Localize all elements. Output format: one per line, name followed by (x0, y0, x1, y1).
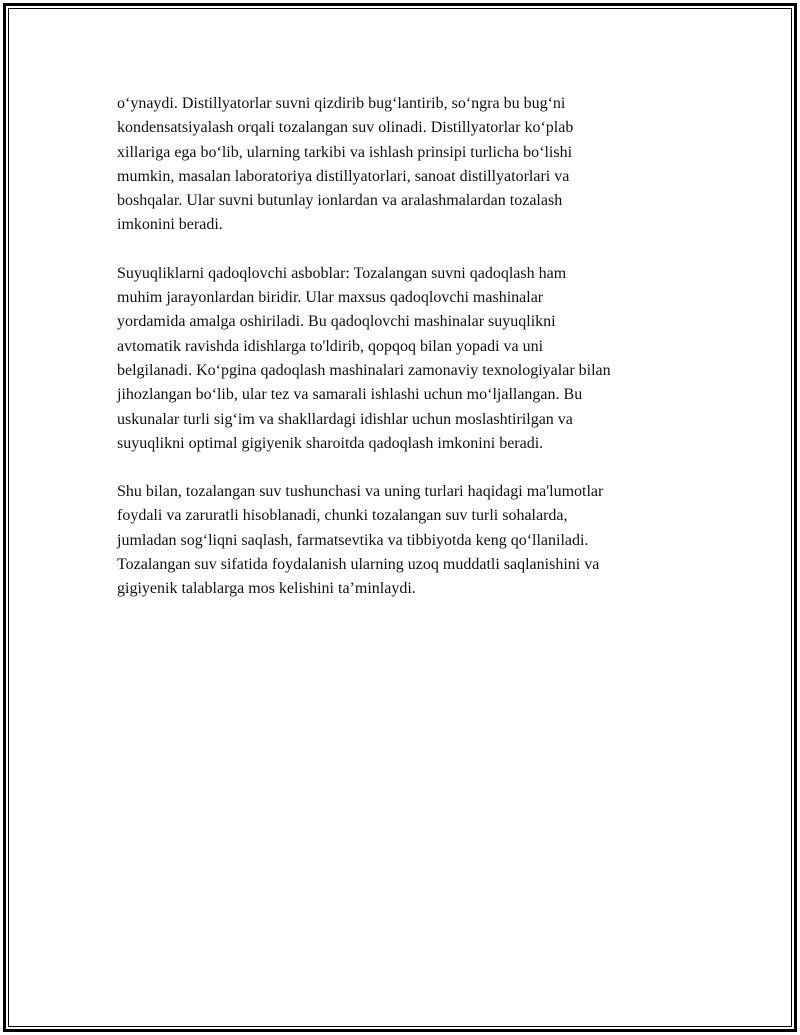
paragraph-packaging: Suyuqliklarni qadoqlovchi asboblar: Tozalangan suvni qadoqlash ham muhim jarayonlardan biridir. Ular maxsus qadoqlovchi mashinalar yordamida amalga oshiriladi. Bu qadoqlovchi mashinalar suyuqlikni avtomatik ravishda idishlarga to'ldirib, qopqoq bilan yopadi va uni belgilanadi. Ko‘pgina qadoqlash mashinalari zamonaviy texnologiyalar bilan jihozlangan bo‘lib, ular tez va samarali ishlashi uchun mo‘ljallangan. Bu uskunalar turli sig‘im va shakllardagi idishlar uchun moslashtirilgan va suyuqlikni optimal gigiyenik sharoitda qadoqlash imkonini beradi. (117, 264, 611, 452)
paragraph-distillers: o‘ynaydi. Distillyatorlar suvni qizdirib bug‘lantirib, so‘ngra bu bug‘ni kondensatsiyalash orqali tozalangan suv olinadi. Distillyatorlar ko‘plab xillariga ega bo‘lib, ularning tarkibi va ishlash prinsipi turlicha bo‘lishi mumkin, masalan laboratoriya distillyatorlari, sanoat distillyatorlari va boshqalar. Ular suvni butunlay ionlardan va aralashmalardan tozalash imkonini beradi. (117, 95, 574, 234)
document-body (117, 92, 697, 626)
paragraph-conclusion: Shu bilan, tozalangan suv tushunchasi va uning turlari haqidagi ma'lumotlar foydali va zaruratli hisoblanadi, chunki tozalangan suv turli sohalarda, jumladan sog‘liqni saqlash, farmatsevtika va tibbiyotda keng qo‘llaniladi. Tozalangan suv sifatida foydalanish ularning uzoq muddatli saqlanishini va gigiyenik talablarga mos kelishini ta’minlaydi. (117, 483, 604, 598)
